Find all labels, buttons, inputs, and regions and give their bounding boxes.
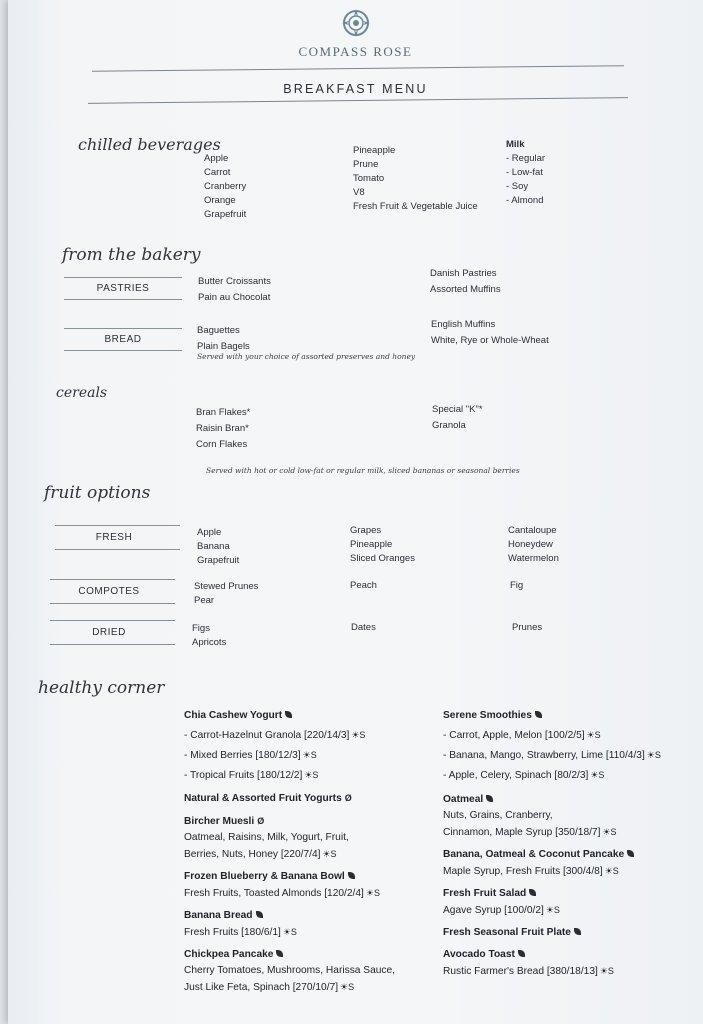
list-item: Assorted Muffins xyxy=(430,284,501,295)
list-item: Pineapple xyxy=(353,145,396,156)
leaf-icon xyxy=(256,911,263,918)
sugar-free-icon: ☀S xyxy=(586,730,601,740)
pastries-col2 xyxy=(430,267,501,297)
header-top-rule xyxy=(92,65,624,72)
list-item: Fresh Fruit & Vegetable Juice xyxy=(353,201,478,212)
list-item: Grapefruit xyxy=(204,209,247,220)
list-item: - Almond xyxy=(506,195,544,206)
sugar-free-icon: ☀S xyxy=(282,927,297,937)
fruit-options-heading: fruit options xyxy=(44,483,151,503)
list-item: Baguettes xyxy=(197,325,240,336)
dried-label: DRIED xyxy=(92,627,126,638)
cereals-col1 xyxy=(196,405,250,453)
bread-note: Served with your choice of assorted preserves and honey xyxy=(197,352,416,361)
banana-bread-title: Banana Bread xyxy=(184,908,395,924)
oatmeal-desc-1: Nuts, Grains, Cranberry, xyxy=(443,810,553,821)
compotes-col3 xyxy=(510,579,523,593)
list-item: Cinnamon, Maple Syrup [350/18/7] ☀S xyxy=(443,827,617,838)
list-item: Bran Flakes* xyxy=(196,407,251,418)
bread-label: BREAD xyxy=(104,334,142,345)
list-item: - Low-fat xyxy=(506,167,543,178)
compotes-label-block xyxy=(50,579,168,604)
list-item: Cranberry xyxy=(204,181,247,192)
leaf-icon xyxy=(627,850,634,857)
dried-col1 xyxy=(192,622,226,650)
list-item: Banana xyxy=(197,541,230,552)
healthy-corner-heading: healthy corner xyxy=(38,678,165,698)
header-bottom-rule xyxy=(88,97,628,104)
list-item: Raisin Bran* xyxy=(196,423,249,434)
sugar-free-icon: ☀S xyxy=(590,770,605,780)
list-item: V8 xyxy=(353,187,365,198)
list-item: Fig xyxy=(510,580,524,591)
sugar-free-icon: ☀S xyxy=(545,905,560,915)
list-item: Maple Syrup, Fresh Fruits [300/4/8] ☀S xyxy=(443,866,619,877)
leaf-icon xyxy=(574,928,581,935)
list-item: Prunes xyxy=(512,622,543,633)
avocado-toast-title: Avocado Toast xyxy=(443,947,661,963)
compotes-col2 xyxy=(350,579,377,593)
sugar-free-icon: ☀S xyxy=(646,750,661,760)
list-item: Granola xyxy=(432,420,466,431)
sugar-free-icon: ☀S xyxy=(599,966,614,976)
list-item: English Muffins xyxy=(431,319,496,330)
healthy-right-column xyxy=(443,708,661,980)
leaf-icon xyxy=(285,711,292,718)
sugar-free-icon: ☀S xyxy=(304,770,319,780)
chickpea-desc-1: Cherry Tomatoes, Mushrooms, Harissa Sauce, xyxy=(184,965,395,976)
cereals-note: Served with hot or cold low-fat or regular milk, sliced bananas or seasonal berries xyxy=(206,466,520,475)
chilled-beverages-heading: chilled beverages xyxy=(78,135,221,154)
list-item: Berries, Nuts, Honey [220/7/4] ☀S xyxy=(184,849,337,860)
healthy-left-column xyxy=(184,708,395,996)
list-item: Danish Pastries xyxy=(430,268,497,279)
chilled-milk xyxy=(506,138,545,208)
list-item: Figs xyxy=(192,623,210,634)
bakery-heading: from the bakery xyxy=(62,245,201,265)
sugar-free-icon: ☀S xyxy=(322,849,337,859)
list-item: - Carrot, Apple, Melon [100/2/5] ☀S xyxy=(443,730,601,741)
menu-title: BREAKFAST MENU xyxy=(283,82,428,96)
sugar-free-icon: ☀S xyxy=(340,982,355,992)
leaf-icon xyxy=(348,872,355,879)
leaf-icon xyxy=(535,711,542,718)
natural-yogurts-title: Natural & Assorted Fruit Yogurts Ø xyxy=(184,790,395,807)
menu-page xyxy=(8,0,703,1024)
list-item: - Regular xyxy=(506,153,546,164)
bread-col1 xyxy=(197,324,250,354)
list-item: Apricots xyxy=(192,637,227,648)
list-item: Orange xyxy=(204,195,236,206)
leaf-icon xyxy=(529,889,536,896)
list-item: Sliced Oranges xyxy=(350,553,415,564)
fresh-col1 xyxy=(197,526,239,568)
compotes-label: COMPOTES xyxy=(78,586,140,597)
brand-name: COMPASS ROSE xyxy=(298,44,413,59)
oatmeal-title: Oatmeal xyxy=(443,792,661,808)
list-item: Apple xyxy=(197,527,222,538)
smoothies-title: Serene Smoothies xyxy=(443,708,661,724)
fresh-col3 xyxy=(508,524,559,566)
sugar-free-icon: ☀S xyxy=(365,888,380,898)
chickpea-title: Chickpea Pancake xyxy=(184,947,395,963)
compotes-col1 xyxy=(194,580,258,608)
list-item: - Tropical Fruits [180/12/2] ☀S xyxy=(184,770,319,781)
list-item: Honeydew xyxy=(508,539,553,550)
list-item: - Soy xyxy=(506,181,529,192)
list-item: Tomato xyxy=(353,173,385,184)
list-item: Fresh Fruits [180/6/1] ☀S xyxy=(184,927,297,938)
bread-label-block xyxy=(64,328,182,351)
bircher-muesli-title: Bircher Muesli Ø xyxy=(184,813,395,830)
list-item: Special "K"* xyxy=(432,404,483,415)
list-item: Butter Croissants xyxy=(198,276,271,287)
list-item: Dates xyxy=(351,622,376,633)
vegetarian-icon: Ø xyxy=(257,816,265,826)
pancake-title: Banana, Oatmeal & Coconut Pancake xyxy=(443,847,661,863)
leaf-icon xyxy=(486,795,493,802)
list-item: Grapes xyxy=(350,525,382,536)
pastries-col1 xyxy=(198,275,271,305)
chilled-col1 xyxy=(204,152,246,222)
list-item: Watermelon xyxy=(508,553,559,564)
chilled-col2 xyxy=(353,144,478,214)
list-item: Peach xyxy=(350,580,377,591)
list-item: Just Like Feta, Spinach [270/10/7] ☀S xyxy=(184,982,355,993)
list-item: Rustic Farmer's Bread [380/18/13] ☀S xyxy=(443,966,614,977)
list-item: Pineapple xyxy=(350,539,393,550)
pastries-label-block xyxy=(64,277,182,300)
vegetarian-icon: Ø xyxy=(344,793,352,803)
list-item: Apple xyxy=(204,153,229,164)
list-item: - Mixed Berries [180/12/3] ☀S xyxy=(184,750,317,761)
leaf-icon xyxy=(518,950,525,957)
list-item: Carrot xyxy=(204,167,231,178)
list-item: Pain au Chocolat xyxy=(198,292,271,303)
compass-rose-logo-icon xyxy=(341,8,371,38)
list-item: - Carrot-Hazelnut Granola [220/14/3] ☀S xyxy=(184,730,366,741)
milk-title: Milk xyxy=(506,139,525,150)
fruit-plate-title: Fresh Seasonal Fruit Plate xyxy=(443,925,661,941)
sugar-free-icon: ☀S xyxy=(604,866,619,876)
list-item: Agave Syrup [100/0/2] ☀S xyxy=(443,905,560,916)
dried-col3 xyxy=(512,621,542,635)
dried-col2 xyxy=(351,621,376,635)
pastries-label: PASTRIES xyxy=(96,283,150,294)
dried-label-block xyxy=(50,620,168,645)
list-item: White, Rye or Whole-Wheat xyxy=(431,335,549,346)
list-item: - Apple, Celery, Spinach [80/2/3] ☀S xyxy=(443,770,605,781)
fresh-label: FRESH xyxy=(95,532,133,543)
list-item: Prune xyxy=(353,159,379,170)
fresh-label-block xyxy=(55,525,173,550)
bircher-desc-1: Oatmeal, Raisins, Milk, Yogurt, Fruit, xyxy=(184,832,349,843)
cereals-heading: cereals xyxy=(56,385,108,401)
fresh-col2 xyxy=(350,524,415,566)
sugar-free-icon: ☀S xyxy=(602,827,617,837)
list-item: Corn Flakes xyxy=(196,439,248,450)
list-item: Stewed Prunes xyxy=(194,581,259,592)
leaf-icon xyxy=(276,950,283,957)
fruit-salad-title: Fresh Fruit Salad xyxy=(443,886,661,902)
list-item: Pear xyxy=(194,595,215,606)
list-item: Plain Bagels xyxy=(197,341,250,352)
bread-col2 xyxy=(431,318,549,348)
bowl-title: Frozen Blueberry & Banana Bowl xyxy=(184,869,395,885)
sugar-free-icon: ☀S xyxy=(351,730,366,740)
cereals-col2 xyxy=(432,402,483,434)
list-item: Cantaloupe xyxy=(508,525,557,536)
list-item: Grapefruit xyxy=(197,555,240,566)
sugar-free-icon: ☀S xyxy=(302,750,317,760)
chia-yogurt-title: Chia Cashew Yogurt xyxy=(184,708,395,724)
list-item: - Banana, Mango, Strawberry, Lime [110/4/3] ☀S xyxy=(443,750,661,761)
list-item: Fresh Fruits, Toasted Almonds [120/2/4] ☀S xyxy=(184,888,380,899)
